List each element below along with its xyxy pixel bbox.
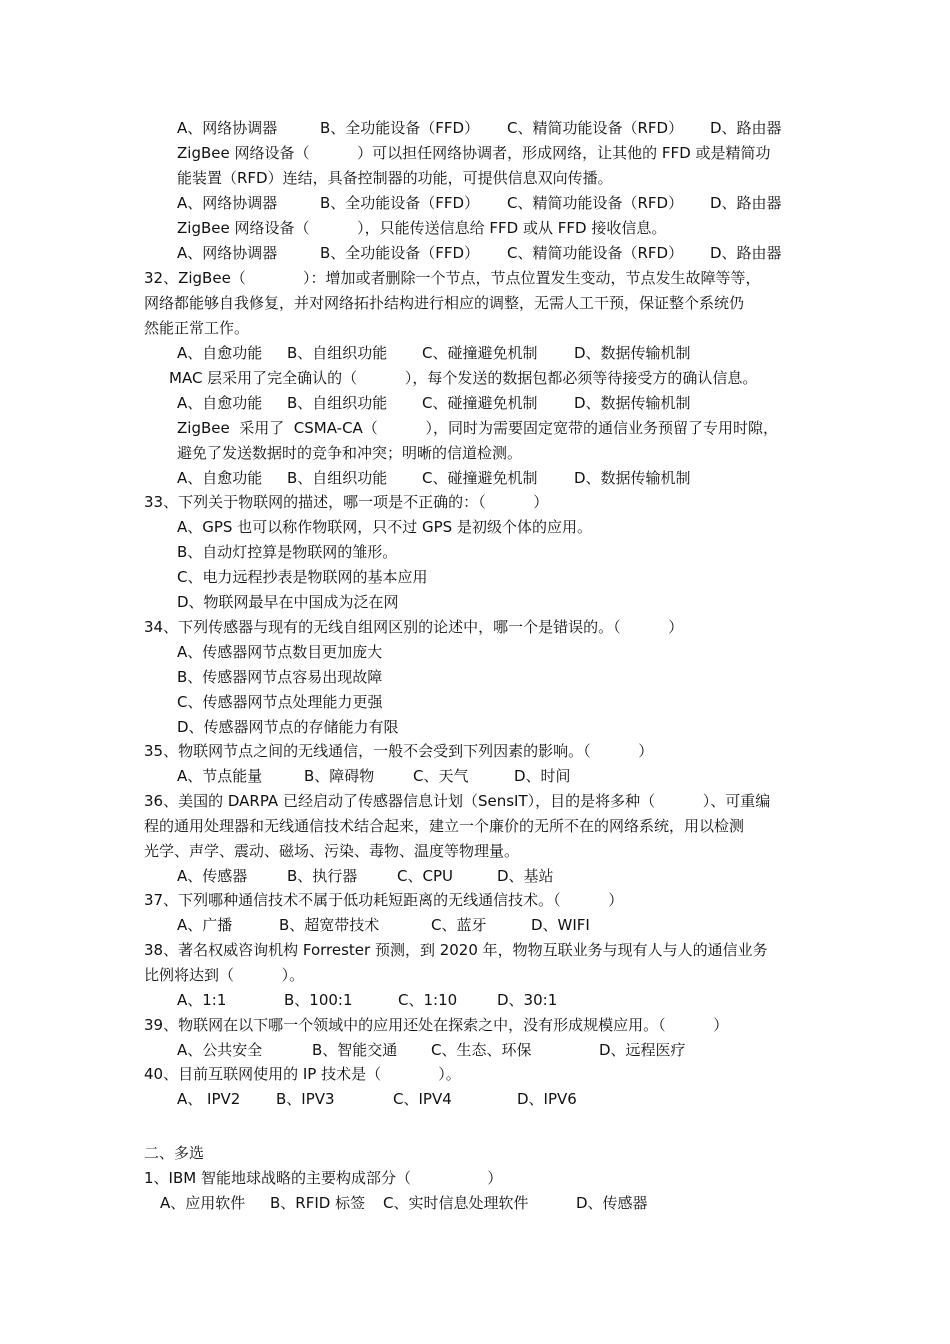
- option-d: D、数据传输机制: [574, 469, 691, 487]
- question-38: 38、著名权威咨询机构 Forrester 预测，到 2020 年，物物互联业务与现有人与人的通信业务: [144, 941, 768, 959]
- option-c: C、IPV4: [393, 1090, 452, 1108]
- option-d: D、WIFI: [531, 916, 590, 934]
- option-d: D、路由器: [710, 194, 782, 212]
- option-b: B、自动灯控算是物联网的雏形。: [177, 543, 398, 561]
- option-d: D、IPV6: [517, 1090, 577, 1108]
- question-text: 程的通用处理器和无线通信技术结合起来，建立一个廉价的无所不在的网络系统，用以检测: [144, 817, 745, 835]
- option-c: C、天气: [413, 767, 469, 785]
- option-a: A、广播: [177, 916, 233, 934]
- option-b: B、全功能设备（FFD）: [320, 194, 480, 212]
- option-a: A、节点能量: [177, 767, 263, 785]
- option-a: A、自愈功能: [177, 394, 263, 412]
- question-text: 避免了发送数据时的竞争和冲突；明晰的信道检测。: [177, 444, 523, 462]
- option-b: B、智能交通: [312, 1041, 398, 1059]
- option-b: B、自组织功能: [287, 394, 388, 412]
- option-b: B、全功能设备（FFD）: [320, 119, 480, 137]
- option-c: C、实时信息处理软件: [383, 1194, 529, 1212]
- option-b: B、RFID 标签: [270, 1194, 366, 1212]
- option-a: A、网络协调器: [177, 119, 278, 137]
- option-a: A、自愈功能: [177, 469, 263, 487]
- question-text: 能装置（RFD）连结，具备控制器的功能，可提供信息双向传播。: [177, 169, 613, 187]
- option-a: A、网络协调器: [177, 244, 278, 262]
- option-a: A、GPS 也可以称作物联网，只不过 GPS 是初级个体的应用。: [177, 518, 592, 536]
- question-text: ZigBee 网络设备（ ），只能传送信息给 FFD 或从 FFD 接收信息。: [177, 219, 667, 237]
- option-c: C、碰撞避免机制: [422, 344, 538, 362]
- option-b: B、100:1: [284, 991, 353, 1009]
- question-40: 40、目前互联网使用的 IP 技术是（ ）。: [144, 1065, 461, 1083]
- question-text: 然能正常工作。: [144, 319, 250, 337]
- question-39: 39、物联网在以下哪一个领域中的应用还处在探索之中，没有形成规模应用。（ ）: [144, 1016, 729, 1034]
- option-a: A、传感器: [177, 867, 248, 885]
- option-c: C、精简功能设备（RFD）: [507, 244, 684, 262]
- question-text: 网络都能够自我修复，并对网络拓扑结构进行相应的调整，无需人工干预，保证整个系统仍: [144, 294, 745, 312]
- option-c: C、传感器网节点处理能力更强: [177, 693, 383, 711]
- option-a: A、1:1: [177, 991, 227, 1009]
- option-d: D、30:1: [497, 991, 558, 1009]
- question-text: 比例将达到（ ）。: [144, 966, 305, 984]
- option-d: D、数据传输机制: [574, 344, 691, 362]
- option-d: D、传感器网节点的存储能力有限: [177, 718, 399, 736]
- question-35: 35、物联网节点之间的无线通信，一般不会受到下列因素的影响。（ ）: [144, 742, 654, 760]
- option-c: C、CPU: [397, 867, 453, 885]
- option-c: C、蓝牙: [431, 916, 487, 934]
- option-d: D、远程医疗: [599, 1041, 686, 1059]
- option-c: C、碰撞避免机制: [422, 394, 538, 412]
- question-37: 37、下列哪种通信技术不属于低功耗短距离的无线通信技术。（ ）: [144, 891, 624, 909]
- question-text: ZigBee 网络设备（ ）可以担任网络协调者，形成网络，让其他的 FFD 或是精简功: [177, 144, 771, 162]
- option-a: A、自愈功能: [177, 344, 263, 362]
- option-b: B、传感器网节点容易出现故障: [177, 668, 383, 686]
- option-b: B、自组织功能: [287, 469, 388, 487]
- question-text: 光学、声学、震动、磁场、污染、毒物、温度等物理量。: [144, 842, 520, 860]
- option-a: A、传感器网节点数目更加庞大: [177, 643, 383, 661]
- question-multi-1: 1、IBM 智能地球战略的主要构成部分（ ）: [144, 1169, 503, 1187]
- section-heading: 二、多选: [144, 1144, 205, 1162]
- question-32: 32、ZigBee（ ）：增加或者删除一个节点，节点位置发生变动，节点发生故障等等，: [144, 269, 761, 287]
- question-text: ZigBee 采用了 CSMA-CA（ ），同时为需要固定宽带的通信业务预留了专用时隙，: [177, 419, 778, 437]
- option-a: A、应用软件: [160, 1194, 246, 1212]
- option-d: D、路由器: [710, 244, 782, 262]
- option-a: A、 IPV2: [177, 1090, 241, 1108]
- option-d: D、时间: [514, 767, 571, 785]
- option-d: D、基站: [497, 867, 554, 885]
- option-a: A、公共安全: [177, 1041, 263, 1059]
- option-c: C、电力远程抄表是物联网的基本应用: [177, 568, 428, 586]
- option-a: A、网络协调器: [177, 194, 278, 212]
- option-d: D、路由器: [710, 119, 782, 137]
- option-c: C、精简功能设备（RFD）: [507, 194, 684, 212]
- option-d: D、传感器: [576, 1194, 648, 1212]
- option-c: C、1:10: [398, 991, 458, 1009]
- question-34: 34、下列传感器与现有的无线自组网区别的论述中，哪一个是错误的。（ ）: [144, 618, 684, 636]
- option-b: B、全功能设备（FFD）: [320, 244, 480, 262]
- question-36: 36、美国的 DARPA 已经启动了传感器信息计划（SensIT），目的是将多种（ ）、可重编: [144, 792, 771, 810]
- option-d: D、数据传输机制: [574, 394, 691, 412]
- option-b: B、障碍物: [304, 767, 375, 785]
- question-text: MAC 层采用了完全确认的（ ），每个发送的数据包都必须等待接受方的确认信息。: [169, 369, 758, 387]
- option-c: C、精简功能设备（RFD）: [507, 119, 684, 137]
- option-b: B、超宽带技术: [279, 916, 380, 934]
- option-c: C、生态、环保: [431, 1041, 532, 1059]
- question-33: 33、下列关于物联网的描述，哪一项是不正确的：（ ）: [144, 493, 549, 511]
- option-b: B、IPV3: [276, 1090, 335, 1108]
- option-d: D、物联网最早在中国成为泛在网: [177, 593, 399, 611]
- option-b: B、执行器: [287, 867, 358, 885]
- option-c: C、碰撞避免机制: [422, 469, 538, 487]
- option-b: B、自组织功能: [287, 344, 388, 362]
